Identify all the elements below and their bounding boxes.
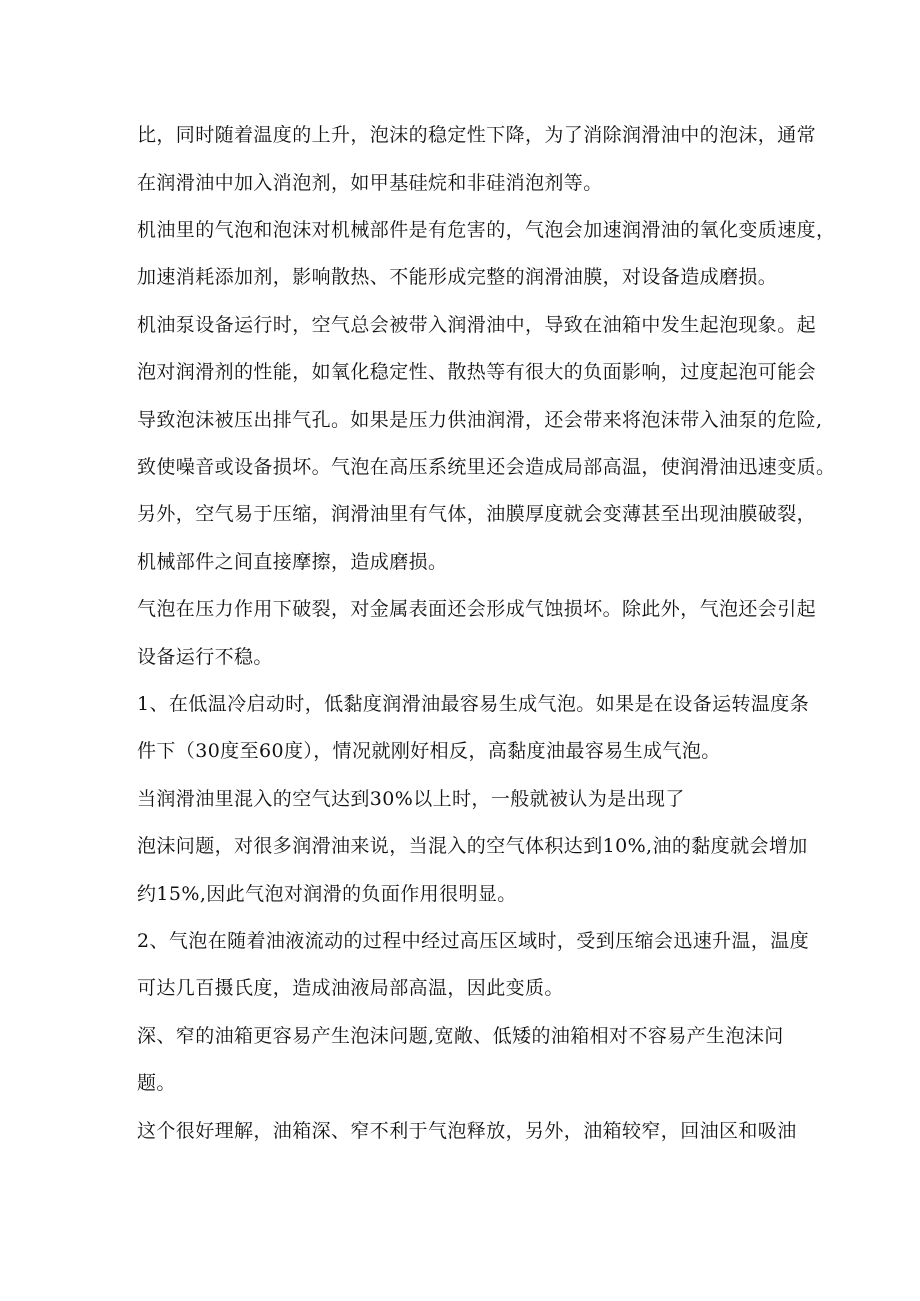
text-line: 可达几百摄氏度，造成油液局部高温，因此变质。: [137, 977, 564, 999]
text-line: 比，同时随着温度的上升，泡沫的稳定性下降，为了消除润滑油中的泡沫，通常: [137, 124, 817, 146]
text-line: 导致泡沫被压出排气孔。如果是压力供油润滑，还会带来将泡沫带入油泵的危险,: [137, 409, 823, 431]
text-line: 泡沫问题，对很多润滑油来说，当混入的空气体积达到10%,油的黏度就会增加: [137, 835, 808, 857]
text-line: 气泡在压力作用下破裂，对金属表面还会形成气蚀损坏。除此外，气泡还会引起: [137, 598, 817, 620]
text-line: 机油泵设备运行时，空气总会被带入润滑油中，导致在油箱中发生起泡现象。起: [137, 314, 817, 336]
text-line: 泡对润滑剂的性能，如氧化稳定性、散热等有很大的负面影响，过度起泡可能会: [137, 361, 817, 383]
text-line: 深、窄的油箱更容易产生泡沫问题,宽敞、低矮的油箱相对不容易产生泡沫问: [137, 1025, 784, 1047]
text-line: 2、气泡在随着油液流动的过程中经过高压区域时，受到压缩会迅速升温，温度: [137, 930, 810, 952]
text-line: 在润滑油中加入消泡剂，如甲基硅烷和非硅消泡剂等。: [137, 172, 603, 194]
text-line: 致使噪音或设备损坏。气泡在高压系统里还会造成局部高温，使润滑油迅速变质。: [137, 456, 836, 478]
text-line: 另外，空气易于压缩，润滑油里有气体，油膜厚度就会变薄甚至出现油膜破裂，: [137, 503, 817, 525]
text-line: 件下（30度至60度），情况就刚好相反，高黏度油最容易生成气泡。: [137, 740, 721, 762]
text-line: 加速消耗添加剂，影响散热、不能形成完整的润滑油膜，对设备造成磨损。: [137, 266, 778, 288]
text-line: 题。: [137, 1072, 176, 1094]
text-line: 设备运行不稳。: [137, 646, 273, 668]
text-line: 约15%,因此气泡对润滑的负面作用很明显。: [137, 883, 517, 905]
text-line: 1、在低温冷启动时，低黏度润滑油最容易生成气泡。如果是在设备运转温度条: [137, 693, 810, 715]
text-line: 机械部件之间直接摩擦，造成磨损。: [137, 551, 448, 573]
text-line: 机油里的气泡和泡沫对机械部件是有危害的，气泡会加速润滑油的氧化变质速度，: [137, 219, 836, 241]
text-line: 这个很好理解，油箱深、窄不利于气泡释放，另外，油箱较窄，回油区和吸油: [137, 1120, 797, 1142]
text-line: 当润滑油里混入的空气达到30%以上时，一般就被认为是出现了: [137, 788, 685, 810]
